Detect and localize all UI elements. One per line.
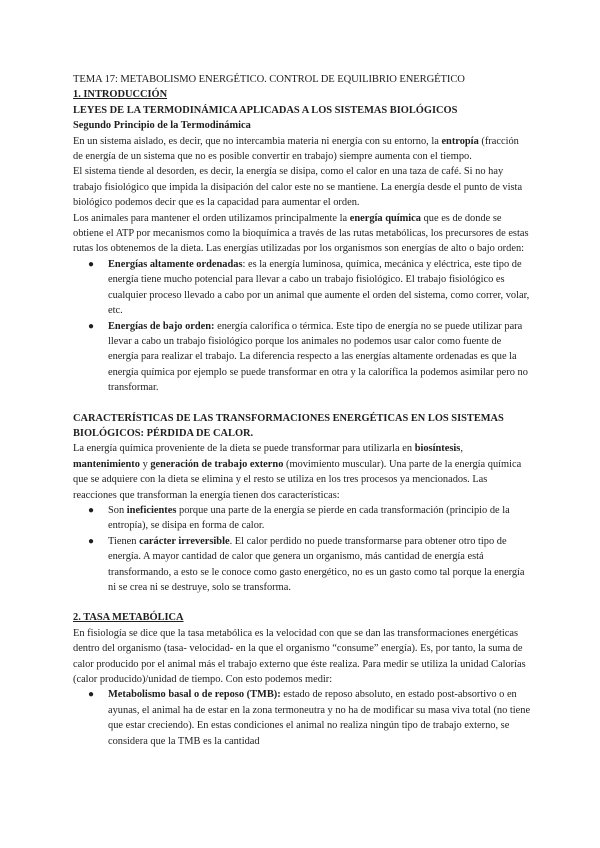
list-item — [73, 257, 531, 319]
bullet-icon: ● — [88, 504, 95, 516]
text-run: (movimiento muscular). Una parte de la energía química que se adquiere con la dieta se elimina y el resto se utiliza en los tres procesos ya mencionados. Las reacciones que transforman la energía tienen dos características: — [73, 458, 522, 501]
text-run: que es de donde se obtiene el ATP por mecanismos como la bioquímica a través de las rutas metabólicas, los precursores de estas rutas los obtenemos de la dieta. Las energías utilizadas por los organismos son energías de alto o bajo orden: — [73, 212, 529, 255]
text-run: Los animales para mantener el orden utilizamos principalmente la — [73, 212, 350, 224]
list-item — [73, 319, 531, 396]
section-heading-introduccion: 1. INTRODUCCIÓN — [73, 89, 168, 101]
bullet-icon: ● — [88, 320, 95, 332]
text-run: . El calor perdido no puede transformarse para obtener otro tipo de energía. A mayor cantidad de calor que genera un organismo, más cantidad de energía está transformando, a esto se le conoce como gasto energético, no es un gasto como tal porque la energía ni se crea ni se destruye, solo se transforma. — [108, 535, 525, 593]
bold-term-entropia: entropía — [441, 135, 479, 147]
characteristics-list — [73, 503, 531, 595]
bold-term-trabajo-externo: generación de trabajo externo — [150, 458, 284, 470]
paragraph-desorden: El sistema tiende al desorden, es decir, la energía se disipa, como el calor en una taza de café. Si no hay trabajo fisiológico que impida la disipación del calor este no se mantiene. La energía desde el punto de vista biológico podemos decir que es la capacidad para aumentar el orden. — [73, 166, 523, 209]
text-run: : es la energía luminosa, química, mecánica y eléctrica, este tipo de energía tiene mucho potencial para llevar a cabo un trabajo fisiológico. El trabajo fisiológico es cualquier proceso llevado a cabo por un animal que aumente el orden del sistema, como correr, volar, etc. — [108, 258, 530, 317]
list-item — [73, 534, 531, 596]
text-run: energía calorífica o térmica. Este tipo de energía no se puede utilizar para llevar a cabo un trabajo fisiológico porque los animales no podemos usar calor como fuente de energía para realizar el trabajo. La diferencia respecto a las energías altamente ordenadas es que la energía química por ejemplo se puede transformar en otra y la calorífica la podemos asimilar pero no transformar. — [108, 320, 528, 394]
bold-term-mantenimiento: mantenimiento — [73, 458, 140, 470]
subheading-segundo-principio: Segundo Principio de la Termodinámica — [73, 120, 251, 132]
energy-types-list — [73, 257, 531, 396]
section-heading-tasa-metabolica: 2. TASA METABÓLICA — [73, 612, 184, 624]
bold-term: carácter irreversible — [139, 535, 230, 547]
paragraph-energia-dieta — [73, 441, 531, 503]
text-run: porque una parte de la energía se pierde en cada transformación (principio de la entropía), se disipa en forma de calor. — [108, 504, 510, 532]
spacer — [73, 595, 531, 610]
list-item — [73, 503, 531, 534]
text-run: En un sistema aislado, es decir, que no intercambia materia ni energía con su entorno, la — [73, 135, 442, 147]
text-run: (fracción de energía de un sistema que no es posible convertir en trabajo) siempre aumenta con el tiempo. — [73, 135, 519, 163]
bold-term: Energías altamente ordenadas — [108, 258, 243, 270]
subheading-leyes-termodinamica: LEYES DE LA TERMODINÁMICA APLICADAS A LOS SISTEMAS BIOLÓGICOS — [73, 104, 458, 116]
paragraph-energia-quimica — [73, 211, 531, 257]
text-run: y — [139, 458, 151, 470]
text-run: estado de reposo absoluto, en estado post-absortivo o en ayunas, el animal ha de estar en la zona termoneutra y no ha de modificar su masa viva total (no tiene que estar creciendo). En estas condiciones el animal no realiza ningún tipo de trabajo externo, se considera que la TMB es la cantidad — [108, 689, 531, 747]
metabolism-list — [73, 687, 531, 749]
bold-term: Energías de bajo orden: — [108, 320, 215, 332]
bold-term-biosintesis: biosíntesis — [414, 443, 461, 455]
bold-term: ineficientes — [126, 504, 177, 516]
document-title: TEMA 17: METABOLISMO ENERGÉTICO. CONTROL DE EQUILIBRIO ENERGÉTICO — [73, 74, 465, 85]
bullet-icon: ● — [88, 258, 95, 270]
bullet-icon: ● — [88, 535, 95, 547]
list-item — [73, 687, 531, 749]
paragraph-tasa-metabolica: En fisiología se dice que la tasa metabólica es la velocidad con que se dan las transformaciones energéticas dentro del organismo (tasa- velocidad- en la que el organismo “consume” energía). Es, por tanto, la suma de calor producido por el animal más el trabajo externo que éste realiza. Para medir se utiliza la unidad Calorías (calor producido)/unidad de tiempo. Con esto podemos medir: — [73, 627, 526, 686]
text-run: , — [460, 443, 463, 455]
paragraph-entropia — [73, 134, 531, 165]
spacer — [73, 396, 531, 411]
bold-term: Metabolismo basal o de reposo (TMB): — [108, 689, 281, 701]
section-heading-transformaciones: CARACTERÍSTICAS DE LAS TRANSFORMACIONES ENERGÉTICAS EN LOS SISTEMAS BIOLÓGICOS: PÉRDIDA DE CALOR. — [73, 412, 504, 439]
bullet-icon: ● — [88, 689, 95, 701]
bold-term-energia-quimica: energía química — [349, 212, 421, 224]
text-run: La energía química proveniente de la dieta se puede transformar para utilizarla en — [73, 443, 415, 455]
text-run: Tienen — [108, 535, 140, 547]
document-body — [73, 72, 531, 749]
text-run: Son — [108, 504, 127, 516]
